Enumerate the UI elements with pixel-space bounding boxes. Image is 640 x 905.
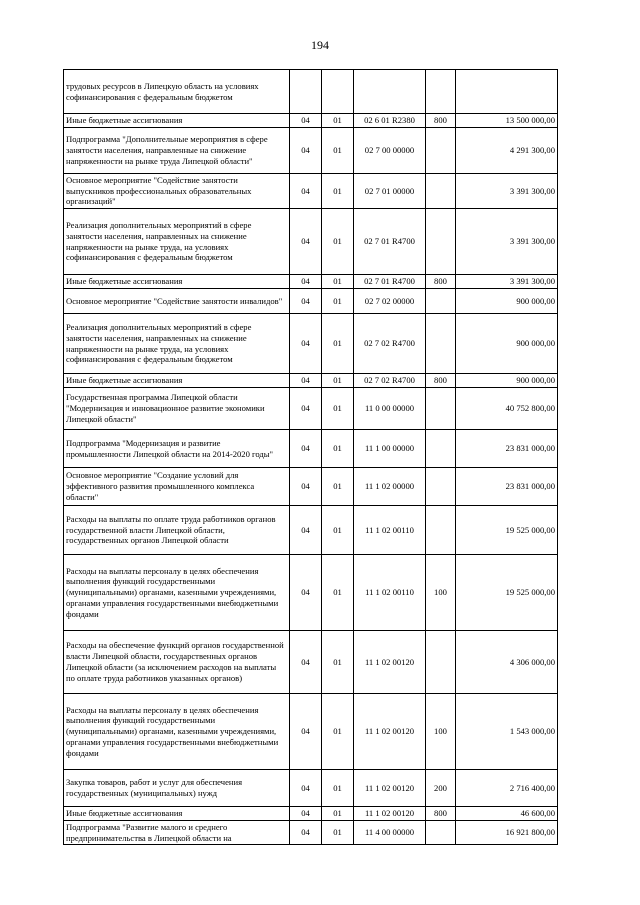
table-row xyxy=(64,807,558,821)
expense-type-code: 800 xyxy=(426,374,456,388)
amount: 3 391 300,00 xyxy=(456,174,558,209)
section-code: 04 xyxy=(290,770,322,807)
expense-type-code: 200 xyxy=(426,770,456,807)
target-article-code: 11 1 02 00000 xyxy=(354,468,426,506)
section-code: 04 xyxy=(290,388,322,430)
target-article-code: 11 1 02 00110 xyxy=(354,555,426,631)
section-code: 04 xyxy=(290,275,322,289)
subsection-code: 01 xyxy=(322,430,354,468)
section-code: 04 xyxy=(290,128,322,174)
target-article-code: 11 1 02 00110 xyxy=(354,506,426,555)
section-code: 04 xyxy=(290,430,322,468)
item-name: Подпрограмма "Развитие малого и среднего предпринимательства в Липецкой области на xyxy=(64,821,290,845)
subsection-code: 01 xyxy=(322,694,354,770)
table-row xyxy=(64,770,558,807)
table-row xyxy=(64,468,558,506)
target-article-code: 11 1 02 00120 xyxy=(354,631,426,694)
amount xyxy=(456,70,558,114)
item-name: Иные бюджетные ассигнования xyxy=(64,807,290,821)
table-row xyxy=(64,506,558,555)
expense-type-code xyxy=(426,506,456,555)
expense-type-code xyxy=(426,430,456,468)
subsection-code: 01 xyxy=(322,388,354,430)
target-article-code: 02 7 02 R4700 xyxy=(354,314,426,374)
section-code: 04 xyxy=(290,174,322,209)
expense-type-code: 800 xyxy=(426,114,456,128)
section-code: 04 xyxy=(290,821,322,845)
target-article-code: 02 7 00 00000 xyxy=(354,128,426,174)
item-name: Основное мероприятие "Содействие занятости инвалидов" xyxy=(64,289,290,314)
item-name: Иные бюджетные ассигнования xyxy=(64,114,290,128)
expense-type-code: 800 xyxy=(426,275,456,289)
table-row xyxy=(64,374,558,388)
subsection-code: 01 xyxy=(322,314,354,374)
target-article-code: 11 1 02 00120 xyxy=(354,807,426,821)
amount: 900 000,00 xyxy=(456,314,558,374)
table-row xyxy=(64,289,558,314)
expense-type-code: 100 xyxy=(426,555,456,631)
section-code: 04 xyxy=(290,289,322,314)
amount: 3 391 300,00 xyxy=(456,275,558,289)
expense-type-code xyxy=(426,631,456,694)
target-article-code: 02 6 01 R2380 xyxy=(354,114,426,128)
expense-type-code: 100 xyxy=(426,694,456,770)
table-row xyxy=(64,70,558,114)
subsection-code: 01 xyxy=(322,821,354,845)
item-name: Расходы на выплаты персоналу в целях обеспечения выполнения функций государственными (муниципальными) органами, казенными учреждениями, органами управления государственными внебюджетными фондами xyxy=(64,555,290,631)
amount: 40 752 800,00 xyxy=(456,388,558,430)
expense-type-code xyxy=(426,821,456,845)
expense-type-code xyxy=(426,314,456,374)
table-row xyxy=(64,430,558,468)
amount: 1 543 000,00 xyxy=(456,694,558,770)
amount: 900 000,00 xyxy=(456,289,558,314)
page-number: 194 xyxy=(311,38,329,52)
section-code: 04 xyxy=(290,209,322,275)
subsection-code: 01 xyxy=(322,174,354,209)
expense-type-code xyxy=(426,289,456,314)
section-code: 04 xyxy=(290,506,322,555)
section-code: 04 xyxy=(290,631,322,694)
subsection-code: 01 xyxy=(322,209,354,275)
item-name: Реализация дополнительных мероприятий в сфере занятости населения, направленных на снижение напряженности на рынке труда, на условиях софинансирования с федеральным бюджетом xyxy=(64,314,290,374)
target-article-code: 02 7 02 R4700 xyxy=(354,374,426,388)
item-name: Реализация дополнительных мероприятий в сфере занятости населения, направленных на снижение напряженности на рынке труда, на условиях софинансирования с федеральным бюджетом xyxy=(64,209,290,275)
subsection-code: 01 xyxy=(322,506,354,555)
section-code: 04 xyxy=(290,314,322,374)
item-name: Закупка товаров, работ и услуг для обеспечения государственных (муниципальных) нужд xyxy=(64,770,290,807)
subsection-code: 01 xyxy=(322,374,354,388)
expense-type-code: 800 xyxy=(426,807,456,821)
amount: 16 921 800,00 xyxy=(456,821,558,845)
target-article-code: 02 7 01 R4700 xyxy=(354,209,426,275)
table-row xyxy=(64,821,558,845)
subsection-code: 01 xyxy=(322,807,354,821)
item-name: Основное мероприятие "Содействие занятости выпускников профессиональных образовательных организаций" xyxy=(64,174,290,209)
amount: 19 525 000,00 xyxy=(456,506,558,555)
table-row xyxy=(64,388,558,430)
item-name: Расходы на выплаты по оплате труда работников органов государственной власти Липецкой области, государственных органов Липецкой области xyxy=(64,506,290,555)
expense-type-code xyxy=(426,468,456,506)
amount: 23 831 000,00 xyxy=(456,468,558,506)
amount: 3 391 300,00 xyxy=(456,209,558,275)
table-row xyxy=(64,314,558,374)
target-article-code: 11 1 00 00000 xyxy=(354,430,426,468)
table-row xyxy=(64,631,558,694)
target-article-code: 02 7 01 R4700 xyxy=(354,275,426,289)
section-code: 04 xyxy=(290,694,322,770)
target-article-code: 11 0 00 00000 xyxy=(354,388,426,430)
section-code: 04 xyxy=(290,468,322,506)
section-code: 04 xyxy=(290,555,322,631)
table-row xyxy=(64,114,558,128)
expense-type-code xyxy=(426,388,456,430)
subsection-code: 01 xyxy=(322,275,354,289)
item-name: Подпрограмма "Дополнительные мероприятия в сфере занятости населения, направленные на снижение напряженности на рынке труда Липецкой области" xyxy=(64,128,290,174)
subsection-code: 01 xyxy=(322,631,354,694)
subsection-code: 01 xyxy=(322,770,354,807)
item-name: Расходы на выплаты персоналу в целях обеспечения выполнения функций государственными (муниципальными) органами, казенными учреждениями, органами управления государственными внебюджетными фондами xyxy=(64,694,290,770)
table-row xyxy=(64,174,558,209)
table-row xyxy=(64,128,558,174)
budget-table xyxy=(63,69,558,845)
item-name: Иные бюджетные ассигнования xyxy=(64,374,290,388)
subsection-code: 01 xyxy=(322,289,354,314)
target-article-code: 11 1 02 00120 xyxy=(354,770,426,807)
amount: 46 600,00 xyxy=(456,807,558,821)
amount: 2 716 400,00 xyxy=(456,770,558,807)
section-code: 04 xyxy=(290,114,322,128)
expense-type-code xyxy=(426,70,456,114)
target-article-code xyxy=(354,70,426,114)
item-name: трудовых ресурсов в Липецкую область на условиях софинансирования с федеральным бюджетом xyxy=(64,70,290,114)
subsection-code xyxy=(322,70,354,114)
table-row xyxy=(64,694,558,770)
item-name: Государственная программа Липецкой области "Модернизация и инновационное развитие экономики Липецкой области" xyxy=(64,388,290,430)
expense-type-code xyxy=(426,209,456,275)
amount: 23 831 000,00 xyxy=(456,430,558,468)
item-name: Расходы на обеспечение функций органов государственной власти Липецкой области, государственных органов Липецкой области (за исключением расходов на выплаты по оплате труда работников указанных органов) xyxy=(64,631,290,694)
item-name: Подпрограмма "Модернизация и развитие промышленности Липецкой области на 2014-2020 годы" xyxy=(64,430,290,468)
table-row xyxy=(64,209,558,275)
item-name: Иные бюджетные ассигнования xyxy=(64,275,290,289)
expense-type-code xyxy=(426,128,456,174)
target-article-code: 11 4 00 00000 xyxy=(354,821,426,845)
subsection-code: 01 xyxy=(322,555,354,631)
subsection-code: 01 xyxy=(322,114,354,128)
target-article-code: 02 7 01 00000 xyxy=(354,174,426,209)
table-row xyxy=(64,275,558,289)
subsection-code: 01 xyxy=(322,468,354,506)
target-article-code: 02 7 02 00000 xyxy=(354,289,426,314)
section-code xyxy=(290,70,322,114)
expense-type-code xyxy=(426,174,456,209)
target-article-code: 11 1 02 00120 xyxy=(354,694,426,770)
amount: 900 000,00 xyxy=(456,374,558,388)
amount: 4 306 000,00 xyxy=(456,631,558,694)
section-code: 04 xyxy=(290,374,322,388)
section-code: 04 xyxy=(290,807,322,821)
amount: 13 500 000,00 xyxy=(456,114,558,128)
amount: 19 525 000,00 xyxy=(456,555,558,631)
subsection-code: 01 xyxy=(322,128,354,174)
amount: 4 291 300,00 xyxy=(456,128,558,174)
table-row xyxy=(64,555,558,631)
item-name: Основное мероприятие "Создание условий для эффективного развития промышленного комплекса области" xyxy=(64,468,290,506)
